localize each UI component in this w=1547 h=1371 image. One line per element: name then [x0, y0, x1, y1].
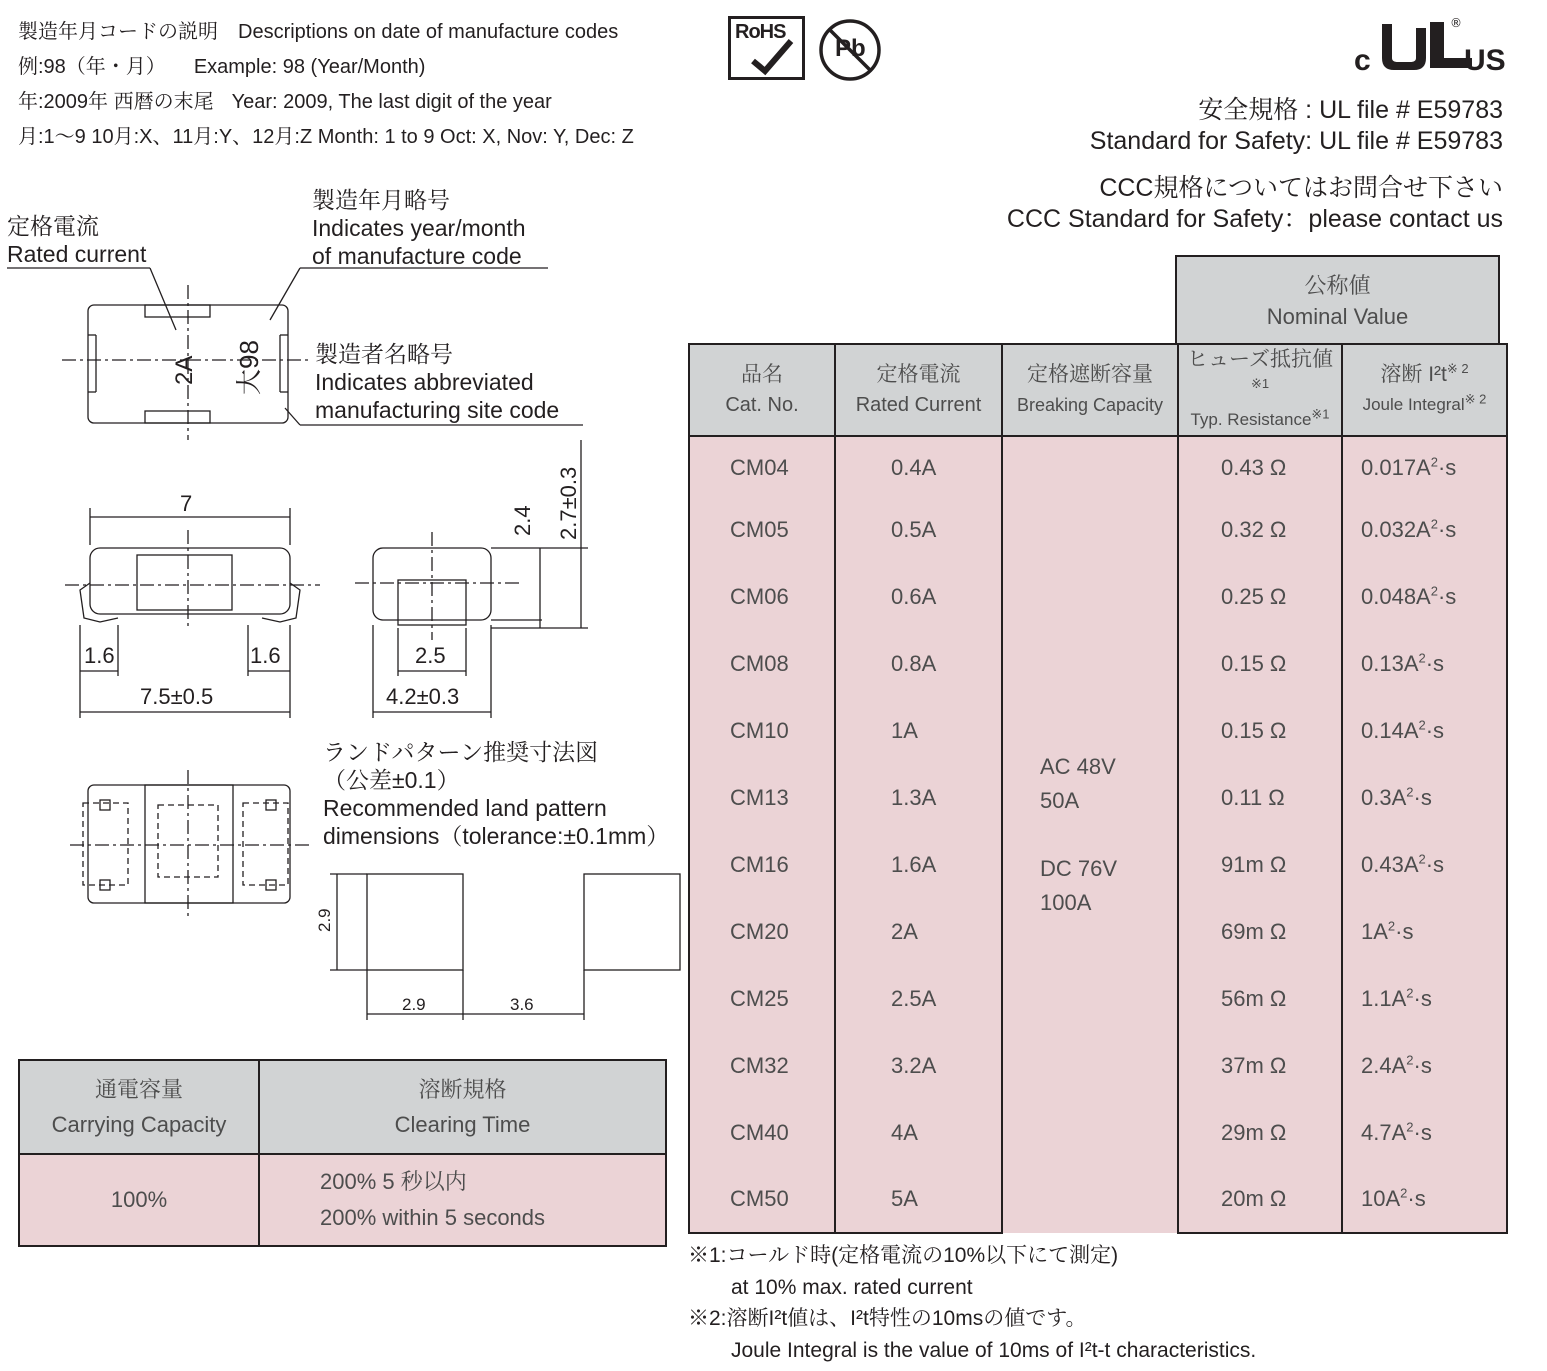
dim-height-a: 2.4	[510, 505, 535, 536]
resistance-cell: 91m Ω	[1178, 831, 1342, 898]
dim-pad-left: 1.6	[84, 643, 115, 668]
resistance-cell: 29m Ω	[1178, 1099, 1342, 1166]
rated-current-cell: 5A	[835, 1166, 1002, 1233]
safety-info	[1007, 95, 1503, 235]
rated-current-cell: 4A	[835, 1099, 1002, 1166]
dim-land-gap: 3.6	[510, 995, 534, 1014]
cat-no-cell: CM16	[689, 831, 835, 898]
ul-file-en: Standard for Safety: UL file # E59783	[1089, 127, 1503, 155]
joule-integral-cell: $0.43A^2\cdot s$	[1342, 831, 1507, 898]
cat-no-cell: CM32	[689, 1032, 835, 1099]
footnotes	[688, 1240, 1256, 1366]
resistance-cell: 0.25 Ω	[1178, 563, 1342, 630]
header-cat-no: 品名 Cat. No.	[689, 344, 835, 436]
note-2-en: Joule Integral is the value of 10ms of I²t-t characteristics.	[731, 1338, 1257, 1362]
clearing-time-table	[18, 1059, 667, 1247]
rated-current-cell: 1A	[835, 697, 1002, 764]
bottom-view-drawing	[70, 770, 310, 920]
cat-no-cell: CM10	[689, 697, 835, 764]
resistance-cell: 37m Ω	[1178, 1032, 1342, 1099]
clearing-time-value: 200% 5 秒以内 200% within 5 seconds	[259, 1154, 666, 1246]
dim-length-top: 7	[180, 491, 193, 516]
rohs-logo-text: RoHS	[735, 21, 786, 43]
joule-integral-cell: $2.4A^2\cdot s$	[1342, 1032, 1507, 1099]
joule-integral-cell: $4.7A^2\cdot s$	[1342, 1099, 1507, 1166]
resistance-cell: 0.15 Ω	[1178, 697, 1342, 764]
resistance-cell: 56m Ω	[1178, 965, 1342, 1032]
dim-width: 4.2±0.3	[386, 684, 460, 709]
clearing-value-row	[19, 1154, 666, 1246]
cat-no-cell: CM50	[689, 1166, 835, 1233]
land-pattern-label: ランドパターン推奨寸法図 （公差±0.1） Recommended land pattern dimensions（tolerance:±0.1mm）	[323, 739, 670, 849]
cat-no-cell: CM06	[689, 563, 835, 630]
rated-current-cell: 2.5A	[835, 965, 1002, 1032]
header-rated-current: 定格電流 Rated Current	[835, 344, 1002, 436]
rated-current-label: 定格電流 Rated current	[7, 213, 147, 267]
pb-text: Pb	[835, 35, 866, 62]
spec-table-body	[689, 436, 1507, 1233]
joule-integral-cell: $0.048A^2\cdot s$	[1342, 563, 1507, 630]
header-resistance: ヒューズ抵抗値$^{※1}$ Typ. Resistance$^{※1}$	[1178, 344, 1342, 436]
ul-file-jp: 安全規格 : UL file # E59783	[1198, 96, 1503, 124]
header-breaking-capacity: 定格遮断容量 Breaking Capacity	[1002, 344, 1178, 436]
joule-integral-cell: $1.1A^2\cdot s$	[1342, 965, 1507, 1032]
cat-no-cell: CM20	[689, 898, 835, 965]
spec-table-header	[689, 344, 1507, 436]
cat-no-cell: CM40	[689, 1099, 835, 1166]
pb-free-logo	[818, 18, 882, 82]
cat-no-cell: CM08	[689, 630, 835, 697]
check-icon	[731, 19, 808, 83]
rated-current-cell: 0.5A	[835, 496, 1002, 563]
nominal-value-header: 公称値 Nominal Value	[1175, 255, 1500, 343]
note-2-jp: ※2:溶断I²t値は、I²t特性の10msの値です。	[688, 1307, 1087, 1330]
code-line-1: 製造年月コードの説明 Descriptions on date of manufacture codes	[18, 21, 619, 43]
code-line-4: 月:1〜9 10月:X、11月:Y、12月:Z Month: 1 to 9 Oct: X, Nov: Y, Dec: Z	[18, 126, 634, 148]
rated-current-cell: 1.6A	[835, 831, 1002, 898]
ul-logo	[1354, 14, 1504, 80]
joule-integral-cell: $0.032A^2\cdot s$	[1342, 496, 1507, 563]
rated-current-cell: 1.3A	[835, 764, 1002, 831]
note-1-jp: ※1:コールド時(定格電流の10%以下にて測定)	[688, 1244, 1119, 1267]
rated-current-cell: 0.8A	[835, 630, 1002, 697]
land-pattern-drawing	[330, 874, 680, 1020]
rated-current-cell: 2A	[835, 898, 1002, 965]
resistance-cell: 0.32 Ω	[1178, 496, 1342, 563]
carrying-capacity-value: 100%	[19, 1154, 259, 1246]
joule-integral-cell: $0.017A^2\cdot s$	[1342, 436, 1507, 496]
dim-length: 7.5±0.5	[140, 684, 214, 709]
header-clearing-time: 溶断規格 Clearing Time	[259, 1060, 666, 1154]
rated-current-cell: 3.2A	[835, 1032, 1002, 1099]
ac-current: 50A	[1040, 788, 1080, 813]
dim-height-b: 2.7±0.3	[556, 466, 581, 540]
end-view-drawing	[355, 440, 588, 718]
rohs-logo	[728, 16, 805, 80]
code-line-2: 例:98（年・月） Example: 98 (Year/Month)	[18, 56, 426, 78]
cat-no-cell: CM04	[689, 436, 835, 496]
breaking-capacity-cell	[1002, 436, 1178, 1233]
rated-current-cell: 0.6A	[835, 563, 1002, 630]
joule-integral-cell: $1A^2\cdot s$	[1342, 898, 1507, 965]
ccc-jp: CCC規格についてはお問合せ下さい	[1099, 174, 1503, 202]
rated-current-cell: 0.4A	[835, 436, 1002, 496]
joule-integral-cell: $0.13A^2\cdot s$	[1342, 630, 1507, 697]
dim-pad-right: 1.6	[250, 643, 281, 668]
ac-voltage: AC 48V	[1040, 754, 1116, 779]
spec-table	[688, 343, 1508, 1234]
marking-current: 2A	[171, 355, 198, 385]
joule-integral-cell: $0.3A^2\cdot s$	[1342, 764, 1507, 831]
table-row	[689, 436, 1507, 496]
cat-no-cell: CM25	[689, 965, 835, 1032]
manufacturer-label: 製造者名略号 Indicates abbreviated manufacturing site code	[315, 341, 560, 423]
resistance-cell: 0.43 Ω	[1178, 436, 1342, 496]
header-carrying-capacity: 通電容量 Carrying Capacity	[19, 1060, 259, 1154]
year-month-label: 製造年月略号 Indicates year/month of manufacture code	[312, 187, 526, 269]
joule-integral-cell: $0.14A^2\cdot s$	[1342, 697, 1507, 764]
code-line-3: 年:2009年 西暦の末尾 Year: 2009, The last digit of the year	[18, 91, 552, 113]
clearing-header-row	[19, 1060, 666, 1154]
marking-code: 大98	[234, 340, 264, 395]
header-joule-integral: 溶断 $I^2t^{※ 2}$ Joule Integral$^{※ 2}$	[1342, 344, 1507, 436]
ul-registered: ®	[1450, 16, 1462, 30]
ul-c-text: c	[1354, 44, 1371, 77]
dim-center: 2.5	[415, 643, 446, 668]
note-1-en: at 10% max. rated current	[731, 1275, 973, 1299]
dim-land-h: 2.9	[315, 908, 334, 932]
cat-no-cell: CM13	[689, 764, 835, 831]
resistance-cell: 20m Ω	[1178, 1166, 1342, 1233]
dimension-drawings	[0, 0, 690, 1050]
top-view-drawing	[7, 268, 583, 440]
ccc-en: CCC Standard for Safety：please contact us	[1006, 205, 1503, 233]
resistance-cell: 69m Ω	[1178, 898, 1342, 965]
resistance-cell: 0.15 Ω	[1178, 630, 1342, 697]
dc-voltage: DC 76V	[1040, 856, 1118, 881]
ul-us-text: US	[1464, 44, 1506, 77]
joule-integral-cell: $10A^2\cdot s$	[1342, 1166, 1507, 1233]
cat-no-cell: CM05	[689, 496, 835, 563]
dim-land-w: 2.9	[402, 995, 426, 1014]
dc-current: 100A	[1040, 890, 1092, 915]
resistance-cell: 0.11 Ω	[1178, 764, 1342, 831]
